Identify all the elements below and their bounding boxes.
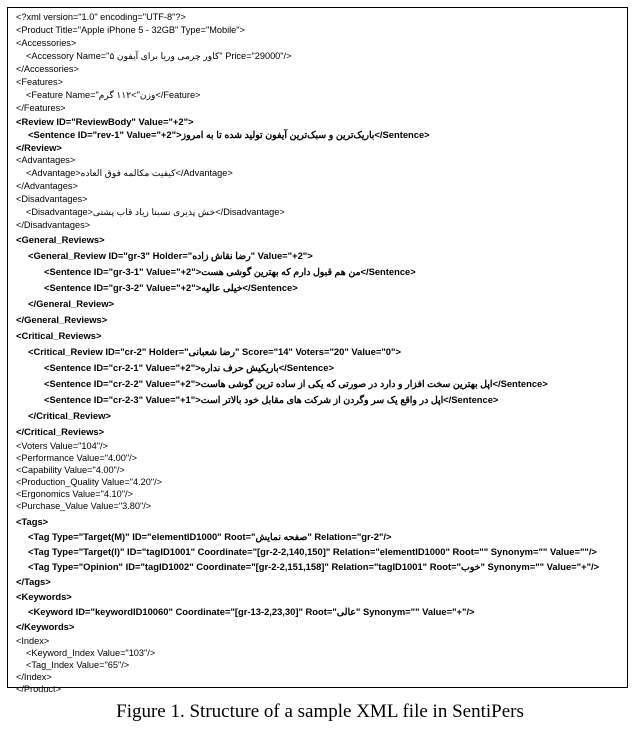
xml-line-gr-sentence-2: <Sentence ID="gr-3-2" Value="+2">خیلی عالیه</Sentence> [44, 282, 298, 293]
xml-line-accessory: <Accessory Name="کاور چرمی وریا برای آیفون ۵" Price="29000"/> [26, 51, 292, 61]
xml-listing-box [7, 7, 628, 694]
xml-line-tag-opinion: <Tag Type="Opinion" ID="tagID1002" Coordinate="[gr-2-2,151,158]" Relation="tagID1001" Root="خوب" Synonym="" Value="+"/> [28, 561, 600, 572]
xml-line-advantages-close: </Advantages> [16, 181, 78, 191]
xml-line-tags-close: </Tags> [16, 576, 51, 587]
xml-line-keyword: <Keyword ID="keywordID10060" Coordinate="[gr-13-2,23,30]" Root="عالی" Synonym="" Value="+"/> [28, 606, 475, 617]
xml-line-advantage: <Advantage>کیفیت مکالمه فوق العاده</Advantage> [26, 168, 233, 178]
xml-line-production-quality: <Production_Quality Value="4.20"/> [16, 477, 163, 487]
xml-line-advantages-open: <Advantages> [16, 155, 76, 165]
xml-line-cr-sentence-1: <Sentence ID="cr-2-1" Value="+2">باریکیش حرف نداره</Sentence> [44, 362, 334, 373]
xml-line-keyword-index: <Keyword_Index Value="103"/> [26, 648, 156, 658]
xml-line-disadvantages-close: </Disadvantages> [16, 220, 91, 230]
xml-line-review-close: </Review> [16, 142, 62, 153]
xml-line-cr-sentence-2: <Sentence ID="cr-2-2" Value="+2">اپل بهترین سخت افزار و دارد در صورتی که یکی از ساده ترین گوشی هاست</Sentence> [44, 378, 548, 389]
xml-line-critical-review-open: <Critical_Review ID="cr-2" Holder="رضا شعبانی" Score="14" Voters="20" Value="0"> [28, 346, 401, 357]
xml-line-critical-review-close: </Critical_Review> [28, 410, 111, 421]
xml-line-general-reviews-open: <General_Reviews> [16, 234, 105, 245]
xml-line-keywords-close: </Keywords> [16, 621, 75, 632]
xml-line-cr-sentence-3: <Sentence ID="cr-2-3" Value="+1">اپل در واقع یک سر وگردن از شرکت های مقابل خود بالاتر است</Sentence> [44, 394, 499, 405]
xml-line-ergonomics: <Ergonomics Value="4.10"/> [16, 489, 133, 499]
xml-line-feature: <Feature Name="وزن">۱۱۲ گرم</Feature> [26, 90, 201, 100]
xml-line-performance: <Performance Value="4.00"/> [16, 453, 138, 463]
xml-line-capability: <Capability Value="4.00"/> [16, 465, 125, 475]
xml-line-disadvantages-open: <Disadvantages> [16, 194, 88, 204]
xml-line-critical-reviews-open: <Critical_Reviews> [16, 330, 102, 341]
xml-line-index-close: </Index> [16, 672, 52, 682]
xml-line-tag-target-i: <Tag Type="Target(I)" ID="tagID1001" Coordinate="[gr-2-2,140,150]" Relation="elementID1000" Root="" Synonym="" Value=""/> [28, 546, 597, 557]
xml-line-accessories-open: <Accessories> [16, 38, 77, 48]
xml-line-general-reviews-close: </General_Reviews> [16, 314, 108, 325]
xml-line-review-open: <Review ID="ReviewBody" Value="+2"> [16, 116, 194, 127]
figure-caption: Figure 1. Structure of a sample XML file in SentiPers [116, 701, 524, 722]
xml-line-declaration: <?xml version="1.0" encoding="UTF-8"?> [16, 12, 186, 22]
xml-line-features-open: <Features> [16, 77, 63, 87]
xml-line-tag-index: <Tag_Index Value="65"/> [26, 660, 130, 670]
xml-line-disadvantage: <Disadvantage>خش پذیری نسبتا زیاد قاب پشتی</Disadvantage> [26, 207, 285, 217]
xml-line-product-close: </Product> [16, 684, 61, 694]
xml-line-critical-reviews-close: </Critical_Reviews> [16, 426, 105, 437]
xml-line-product-open: <Product Title="Apple iPhone 5 - 32GB" Type="Mobile"> [16, 25, 245, 35]
xml-line-tag-target-m: <Tag Type="Target(M)" ID="elementID1000" Root="صفحه نمایش" Relation="gr-2"/> [28, 531, 392, 542]
xml-line-tags-open: <Tags> [16, 516, 49, 527]
xml-line-keywords-open: <Keywords> [16, 591, 72, 602]
xml-line-accessories-close: </Accessories> [16, 64, 79, 74]
xml-line-purchase-value: <Purchase_Value Value="3.80"/> [16, 501, 152, 511]
xml-line-general-review-open: <General_Review ID="gr-3" Holder="رضا نقاش زاده" Value="+2"> [28, 250, 313, 261]
xml-line-gr-sentence-1: <Sentence ID="gr-3-1" Value="+2">من هم قبول دارم که بهترین گوشی هست</Sentence> [44, 266, 416, 277]
xml-line-index-open: <Index> [16, 636, 50, 646]
xml-line-features-close: </Features> [16, 103, 66, 113]
xml-line-general-review-close: </General_Review> [28, 298, 114, 309]
xml-line-voters: <Voters Value="104"/> [16, 441, 108, 451]
xml-line-review-sentence: <Sentence ID="rev-1" Value="+2">باریک‌ترین و سبک‌ترین آیفون تولید شده تا به امروز</Sentence> [28, 129, 430, 140]
